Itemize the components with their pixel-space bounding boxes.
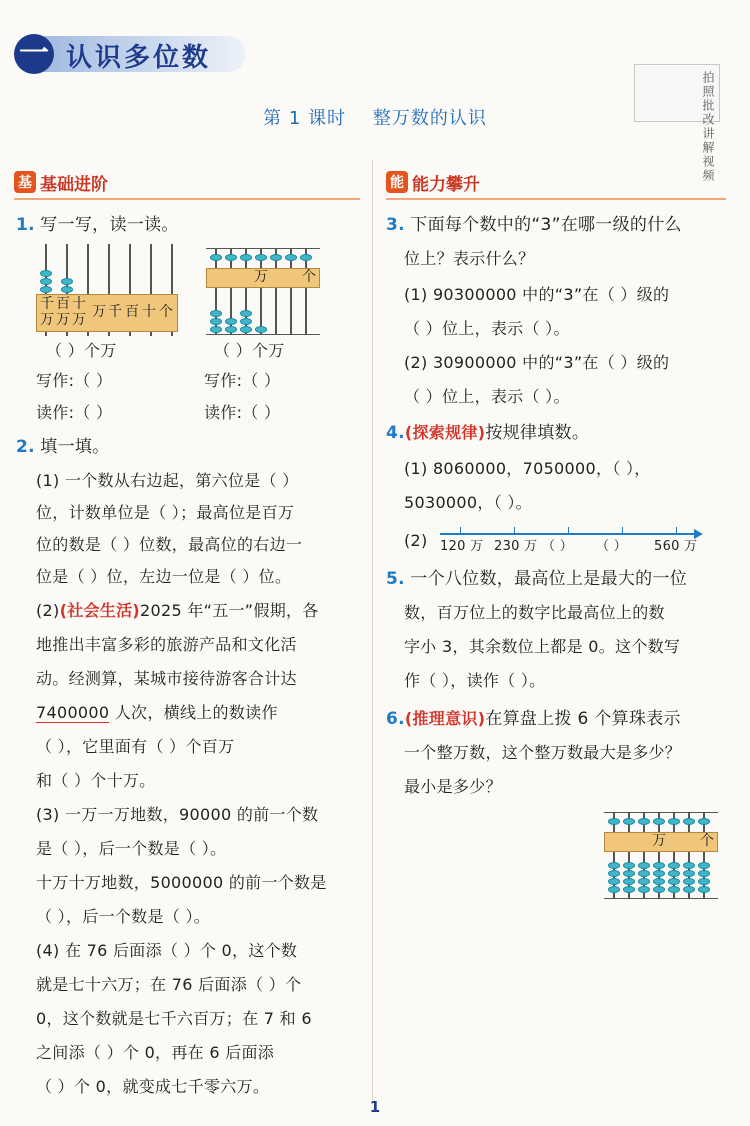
qr-char: 批	[701, 99, 715, 111]
q2-p3-line: 是（ ），后一个数是（ ）。	[36, 839, 227, 858]
column-divider	[372, 160, 373, 1100]
running-figure-icon: 基	[14, 171, 36, 193]
section-basic-label: 基础进阶	[40, 174, 108, 195]
abacus-c	[604, 812, 718, 898]
qr-char: 讲	[701, 127, 715, 139]
q3-line: (1) 90300000 中的“3”在（ ）级的	[404, 285, 670, 304]
q5-line: 作（ ），读作（ ）。	[404, 671, 546, 690]
q2-p2-line: 动。经测算，某城市接待游客合计达	[36, 669, 297, 688]
q2-p3-line: （ ），后一个数是（ ）。	[36, 907, 211, 926]
q1-title: 写一写，读一读。	[40, 215, 179, 235]
q2-p2-line: 7400000 人次，横线上的数读作	[36, 703, 278, 722]
q5-number: 5.	[386, 569, 405, 589]
q5-line: 字小 3，其余数位上都是 0。这个数写	[404, 637, 681, 656]
q2-tag: (社会生活)	[59, 601, 141, 620]
q6-line: 一个整万数，这个整万数最大是多少？	[404, 743, 682, 762]
abacus-a	[36, 244, 178, 336]
q3-line: （ ）位上，表示（ ）。	[404, 387, 570, 406]
q4-number: 4.	[386, 423, 405, 443]
q3-line: （ ）位上，表示（ ）。	[404, 319, 570, 338]
qr-char: 解	[701, 141, 715, 153]
q1-read-b[interactable]: 读作:（ ）	[204, 403, 281, 422]
section-advanced-label: 能力攀升	[412, 174, 480, 195]
number-line-label: 230 万	[494, 539, 538, 554]
place-label-ge: 个	[302, 269, 316, 285]
q5-line: 数，百万位上的数字比最高位上的数	[404, 603, 665, 622]
qr-char: 照	[701, 85, 715, 97]
section-basic-underline	[14, 198, 360, 200]
q2-number: 2.	[16, 437, 35, 457]
place-label-wan: 万	[652, 833, 666, 849]
q3-line: (2) 30900000 中的“3”在（ ）级的	[404, 353, 670, 372]
q2-p4-line: 之间添（ ）个 0，再在 6 后面添	[36, 1043, 275, 1062]
q2-p1-line: 位，计数单位是（ ）；最高位是百万	[36, 503, 295, 522]
q2-p4-line: 0，这个数就是七千六百万；在 7 和 6	[36, 1009, 312, 1028]
q3-line: 位上？表示什么？	[404, 249, 535, 268]
q3-heading: 3. 下面每个数中的“3”在哪一级的什么	[386, 215, 682, 235]
q5-heading: 5. 一个八位数，最高位上是最大的一位	[386, 569, 688, 589]
number-line-label: 120 万	[440, 539, 484, 554]
section-advanced-header	[386, 168, 480, 196]
q2-title: 填一填。	[40, 437, 110, 457]
qr-char: 视	[701, 155, 715, 167]
qr-char: 拍	[701, 71, 715, 83]
q6-line: 最小是多少？	[404, 777, 502, 796]
climbing-figure-icon: 能	[386, 171, 408, 193]
q4-p2-prefix: (2)	[404, 531, 428, 550]
unit-header	[14, 34, 246, 74]
place-label-wan: 万	[40, 312, 54, 328]
place-label-wan: 万	[56, 312, 70, 328]
number-line-tick	[460, 527, 461, 534]
q2-p1-line: (1) 一个数从右边起，第六位是（ ）	[36, 471, 299, 490]
q2-p4-line: 就是七十六万；在 76 后面添（ ）个	[36, 975, 302, 994]
place-label-wan: 万	[92, 304, 106, 320]
q2-p4-line: （ ）个 0，就变成七千零六万。	[36, 1077, 270, 1096]
q2-p3-line: (3) 一万一万地数，90000 的前一个数	[36, 805, 319, 824]
q2-p1-line: 位的数是（ ）位数，最高位的右边一	[36, 535, 303, 554]
q4-heading: 4.(探索规律)按规律填数。	[386, 423, 590, 443]
place-label-wan: 万	[72, 312, 86, 328]
q2-heading	[16, 436, 109, 458]
q1-read-a[interactable]: 读作:（ ）	[36, 403, 113, 422]
number-line-label: （ ）	[596, 539, 628, 554]
q2-p3-line: 十万十万地数，5000000 的前一个数是	[36, 873, 327, 892]
number-line-label: 560 万	[654, 539, 698, 554]
place-label-bai: 百	[125, 304, 139, 320]
qr-char: 改	[701, 113, 715, 125]
lesson-title: 第 1 课时 整万数的认识	[263, 108, 487, 129]
q3-number: 3.	[386, 215, 405, 235]
q2-p1-line: 位是（ ）位，左边一位是（ ）位。	[36, 567, 292, 586]
place-label-shi: 十	[72, 296, 86, 312]
number-line	[440, 533, 694, 535]
q2-p2-line: (2)(社会生活)2025 年“五一”假期，各	[36, 601, 319, 620]
place-label-ge: 个	[159, 304, 173, 320]
section-advanced-underline	[386, 198, 726, 200]
q2-p4-line: (4) 在 76 后面添（ ）个 0，这个数	[36, 941, 298, 960]
q2-p2-line: （ ），它里面有（ ）个百万	[36, 737, 235, 756]
q4-line: (1) 8060000，7050000，（ ），	[404, 459, 651, 478]
q1-heading	[16, 214, 179, 236]
place-label-wan: 万	[254, 269, 268, 285]
q2-p2-line: 和（ ）个十万。	[36, 771, 156, 790]
number-line-tick	[622, 527, 623, 534]
q1-count-a: （ ）个万	[46, 341, 117, 360]
q2-underlined-number: 7400000	[36, 703, 110, 722]
q1-number: 1.	[16, 215, 35, 235]
q1-count-b: （ ）个万	[214, 341, 285, 360]
q6-number: 6.	[386, 709, 405, 729]
place-label-ge: 个	[700, 833, 714, 849]
unit-number-badge: 一	[14, 34, 54, 74]
q6-tag: (推理意识)	[404, 709, 486, 728]
number-line-label: （ ）	[542, 539, 574, 554]
q6-heading: 6.(推理意识)在算盘上拨 6 个算珠表示	[386, 709, 681, 729]
q4-line: 5030000，（ ）。	[404, 493, 532, 512]
q2-p2-line: 地推出丰富多彩的旅游产品和文化活	[36, 635, 297, 654]
number-line-tick	[676, 527, 677, 534]
q1-write-a[interactable]: 写作:（ ）	[36, 371, 113, 390]
qr-char: 频	[701, 169, 715, 181]
page-number: 1	[369, 1098, 381, 1116]
q4-tag: (探索规律)	[404, 423, 486, 442]
abacus-b	[206, 248, 320, 334]
number-line-tick	[514, 527, 515, 534]
place-label-shi: 十	[142, 304, 156, 320]
q1-write-b[interactable]: 写作:（ ）	[204, 371, 281, 390]
section-basic-header	[14, 168, 108, 196]
place-label-qian: 千	[108, 304, 122, 320]
place-label-bai: 百	[56, 296, 70, 312]
number-line-tick	[568, 527, 569, 534]
place-label-qian: 千	[40, 296, 54, 312]
unit-title: 认识多位数	[66, 43, 212, 73]
